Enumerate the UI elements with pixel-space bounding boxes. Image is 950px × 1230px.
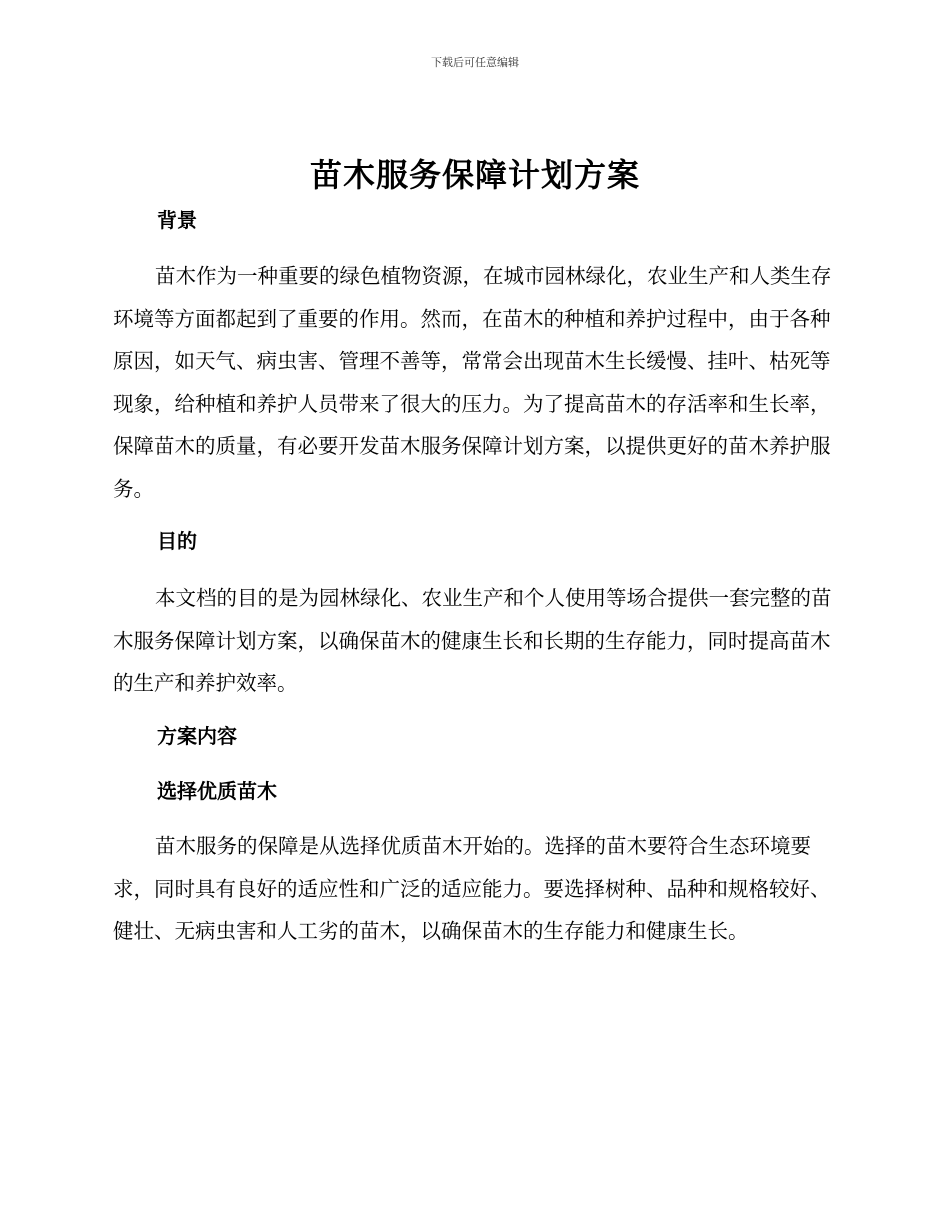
section-heading-background: 背景 [157, 208, 197, 232]
header-note: 下载后可任意编辑 [431, 56, 519, 69]
section-heading-purpose: 目的 [157, 529, 197, 553]
section-paragraph-purpose: 本文档的目的是为园林绿化、农业生产和个人使用等场合提供一套完整的苗木服务保障计划方案，以确保苗木的健康生长和长期的生存能力，同时提高苗木的生产和养护效率。 [113, 586, 832, 695]
document-title: 苗木服务保障计划方案 [309, 156, 640, 194]
section-heading-select-quality-seedlings: 选择优质苗木 [157, 779, 277, 803]
section-heading-plan-content: 方案内容 [157, 724, 237, 748]
section-paragraph-background: 苗木作为一种重要的绿色植物资源，在城市园林绿化，农业生产和人类生存环境等方面都起到了重要的作用。然而，在苗木的种植和养护过程中，由于各种原因，如天气、病虫害、管理不善等，常常会出现苗木生长缓慢、挂叶、枯死等现象，给种植和养护人员带来了很大的压力。为了提高苗木的存活率和生长率，保障苗木的质量，有必要开发苗木服务保障计划方案，以提供更好的苗木养护服务。 [113, 264, 832, 501]
section-paragraph-select-quality-seedlings: 苗木服务的保障是从选择优质苗木开始的。选择的苗木要符合生态环境要求，同时具有良好的适应性和广泛的适应能力。要选择树种、品种和规格较好、健壮、无病虫害和人工劣的苗木，以确保苗木的生存能力和健康生长。 [113, 834, 831, 943]
